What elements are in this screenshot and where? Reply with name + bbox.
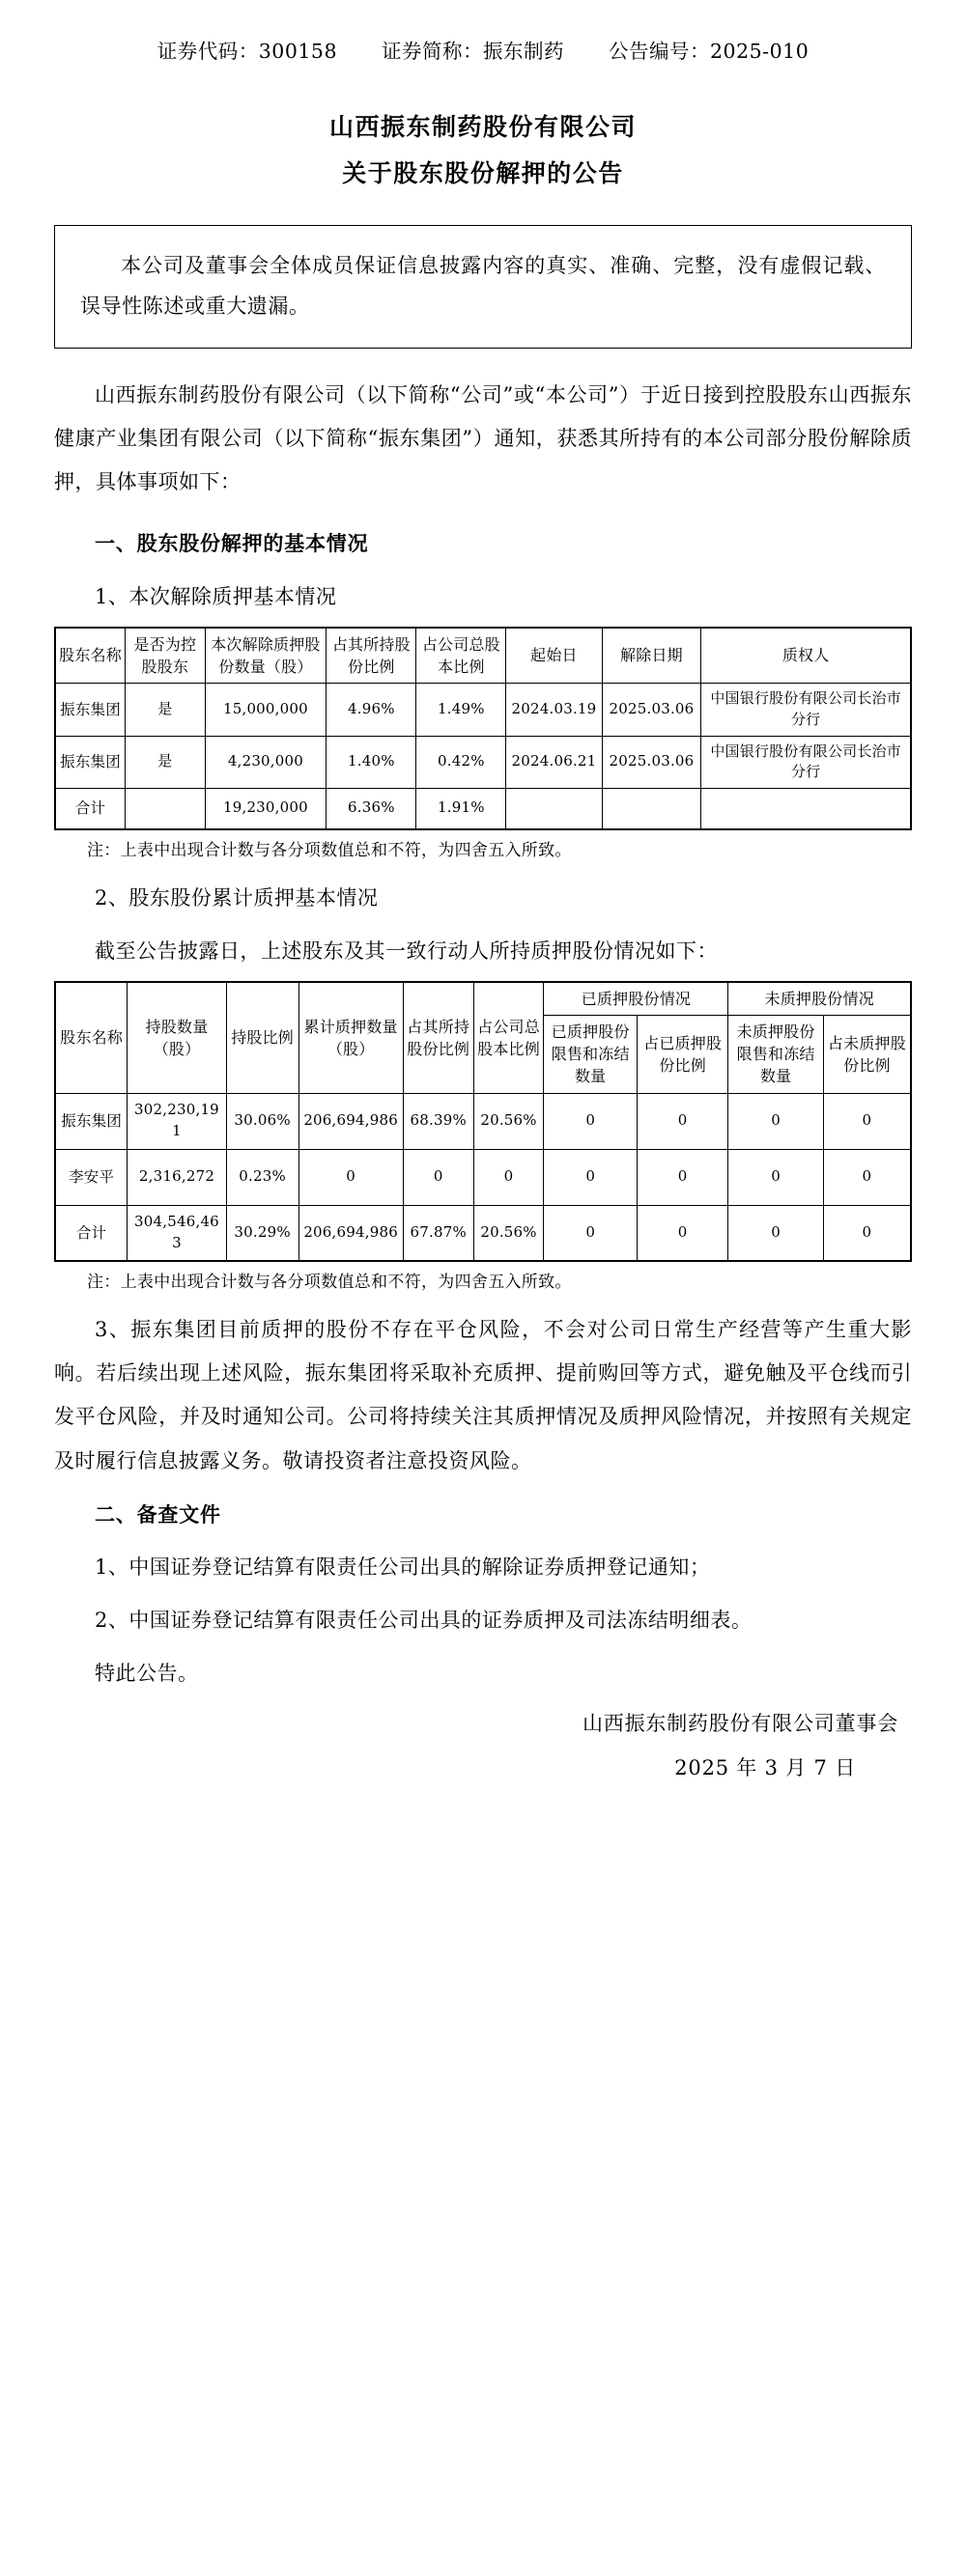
col-pledged-restricted-pct: 占已质押股份比例 [637, 1016, 728, 1094]
col-pledged-restricted: 已质押股份限售和冻结数量 [544, 1016, 637, 1094]
col-start-date: 起始日 [506, 628, 602, 684]
cell-pct-of-holding: 68.39% [403, 1093, 473, 1149]
col-shares-held: 持股数量（股） [128, 982, 226, 1093]
cell-pct-of-holding: 1.40% [327, 736, 416, 789]
table-header-row [55, 628, 911, 684]
cell-cumulative-pledged: 0 [298, 1149, 403, 1205]
cell-pledged-restricted: 0 [544, 1205, 637, 1261]
cell-pct-of-holding: 6.36% [327, 789, 416, 829]
cell-pledgee [701, 789, 911, 829]
cell-released-shares: 15,000,000 [205, 684, 327, 737]
cell-shares-held: 304,546,463 [128, 1205, 226, 1261]
cell-unpledged-restricted-pct: 0 [823, 1205, 911, 1261]
section-1-2-intro: 截至公告披露日，上述股东及其一致行动人所持质押股份情况如下： [95, 938, 718, 963]
closing-statement: 特此公告。 [95, 1662, 199, 1686]
cell-pct-of-total: 1.91% [416, 789, 506, 829]
cell-pct-of-total: 0.42% [416, 736, 506, 789]
cell-pledgee: 中国银行股份有限公司长治市分行 [701, 736, 911, 789]
page-subtitle: 关于股东股份解押的公告 [342, 158, 624, 187]
cell-pct-held: 30.06% [226, 1093, 298, 1149]
col-released-shares: 本次解除质押股份数量（股） [205, 628, 327, 684]
col-cumulative-pledged: 累计质押数量（股） [298, 982, 403, 1093]
cell-shareholder: 合计 [55, 1205, 128, 1261]
col-pct-held: 持股比例 [226, 982, 298, 1093]
section-1-2-heading: 2、股东股份累计质押基本情况 [95, 885, 379, 910]
section-1-1-heading: 1、本次解除质押基本情况 [95, 584, 337, 608]
col-pledgee: 质权人 [701, 628, 911, 684]
col-is-controlling: 是否为控股股东 [126, 628, 205, 684]
cell-released-shares: 19,230,000 [205, 789, 327, 829]
cell-pct-of-total: 20.56% [473, 1093, 544, 1149]
signature-block [54, 1701, 912, 1790]
stock-code: 证券代码：300158 [156, 40, 338, 63]
page-title: 山西振东制药股份有限公司 [328, 113, 637, 141]
cell-pledged-restricted-pct: 0 [637, 1093, 728, 1149]
table-row [55, 1093, 911, 1149]
cell-release-date: 2025.03.06 [602, 736, 701, 789]
table-group-header-row [55, 982, 911, 1016]
cell-is-controlling: 是 [126, 736, 205, 789]
col-release-date: 解除日期 [602, 628, 701, 684]
table-2-note: 注：上表中出现合计数与各分项数值总和不符，为四舍五入所致。 [87, 1273, 572, 1293]
cell-shares-held: 302,230,191 [128, 1093, 226, 1149]
table-total-row [55, 789, 911, 829]
cell-unpledged-restricted-pct: 0 [823, 1149, 911, 1205]
cell-pledged-restricted: 0 [544, 1093, 637, 1149]
cell-release-date [602, 789, 701, 829]
cell-shareholder: 振东集团 [55, 1093, 128, 1149]
section-1-heading: 一、股东股份解押的基本情况 [95, 531, 369, 556]
title-block [54, 104, 912, 196]
cell-pledged-restricted-pct: 0 [637, 1149, 728, 1205]
cell-pledged-restricted-pct: 0 [637, 1205, 728, 1261]
col-shareholder: 股东名称 [55, 628, 126, 684]
disclaimer-text: 本公司及董事会全体成员保证信息披露内容的真实、准确、完整，没有虚假记载、误导性陈述或重大遗漏。 [80, 254, 886, 318]
cumulative-pledge-table [54, 981, 912, 1262]
table-row [55, 736, 911, 789]
cell-unpledged-restricted: 0 [728, 1093, 823, 1149]
section-2-item-1: 1、中国证券登记结算有限责任公司出具的解除证券质押登记通知； [95, 1554, 711, 1579]
table-total-row [55, 1205, 911, 1261]
cell-shares-held: 2,316,272 [128, 1149, 226, 1205]
col-group-pledged: 已质押股份情况 [544, 982, 728, 1016]
cell-pct-of-total: 20.56% [473, 1205, 544, 1261]
signature-company: 山西振东制药股份有限公司董事会 [582, 1712, 898, 1736]
cell-cumulative-pledged: 206,694,986 [298, 1205, 403, 1261]
cell-pledgee: 中国银行股份有限公司长治市分行 [701, 684, 911, 737]
section-2-item-2: 2、中国证券登记结算有限责任公司出具的证券质押及司法冻结明细表。 [95, 1608, 753, 1632]
col-pct-of-holding: 占其所持股份比例 [403, 982, 473, 1093]
cell-start-date: 2024.06.21 [506, 736, 602, 789]
cell-pct-held: 0.23% [226, 1149, 298, 1205]
table-row [55, 684, 911, 737]
signature-date: 2025 年 3 月 7 日 [674, 1756, 856, 1780]
cell-shareholder: 振东集团 [55, 736, 126, 789]
cell-shareholder: 李安平 [55, 1149, 128, 1205]
cell-start-date [506, 789, 602, 829]
cell-cumulative-pledged: 206,694,986 [298, 1093, 403, 1149]
announcement-number: 公告编号：2025-010 [609, 40, 810, 63]
col-shareholder: 股东名称 [55, 982, 128, 1093]
table-row [55, 1149, 911, 1205]
col-pct-of-holding: 占其所持股份比例 [327, 628, 416, 684]
cell-pct-held: 30.29% [226, 1205, 298, 1261]
col-unpledged-restricted: 未质押股份限售和冻结数量 [728, 1016, 823, 1094]
section-1-3-paragraph: 3、振东集团目前质押的股份不存在平仓风险，不会对公司日常生产经营等产生重大影响。若后续出现上述风险，振东集团将采取补充质押、提前购回等方式，避免触及平仓线而引发平仓风险，并及时通知公司。公司将持续关注其质押情况及质押风险情况，并按照有关规定及时履行信息披露义务。敬请投资者注意投资风险。 [54, 1318, 912, 1472]
cell-released-shares: 4,230,000 [205, 736, 327, 789]
cell-pct-of-total: 1.49% [416, 684, 506, 737]
cell-pct-of-holding: 67.87% [403, 1205, 473, 1261]
cell-pledged-restricted: 0 [544, 1149, 637, 1205]
table-1-note: 注：上表中出现合计数与各分项数值总和不符，为四舍五入所致。 [87, 840, 572, 860]
cell-unpledged-restricted: 0 [728, 1205, 823, 1261]
cell-start-date: 2024.03.19 [506, 684, 602, 737]
cell-pct-of-holding: 4.96% [327, 684, 416, 737]
cell-unpledged-restricted: 0 [728, 1149, 823, 1205]
cell-is-controlling: 是 [126, 684, 205, 737]
cell-pct-of-total: 0 [473, 1149, 544, 1205]
disclaimer-box [54, 225, 912, 349]
release-pledge-table [54, 627, 912, 830]
stock-short-name: 证券简称：振东制药 [382, 40, 565, 63]
intro-paragraph: 山西振东制药股份有限公司（以下简称“公司”或“本公司”）于近日接到控股股东山西振东健康产业集团有限公司（以下简称“振东集团”）通知，获悉其所持有的本公司部分股份解除质押，具体事项如下： [54, 383, 912, 494]
cell-shareholder: 振东集团 [55, 684, 126, 737]
document-header [54, 35, 912, 64]
cell-release-date: 2025.03.06 [602, 684, 701, 737]
col-pct-of-total: 占公司总股本比例 [416, 628, 506, 684]
col-unpledged-restricted-pct: 占未质押股份比例 [823, 1016, 911, 1094]
cell-unpledged-restricted-pct: 0 [823, 1093, 911, 1149]
col-pct-of-total: 占公司总股本比例 [473, 982, 544, 1093]
cell-pct-of-holding: 0 [403, 1149, 473, 1205]
cell-shareholder: 合计 [55, 789, 126, 829]
col-group-unpledged: 未质押股份情况 [728, 982, 911, 1016]
section-2-heading: 二、备查文件 [95, 1501, 221, 1526]
cell-is-controlling [126, 789, 205, 829]
